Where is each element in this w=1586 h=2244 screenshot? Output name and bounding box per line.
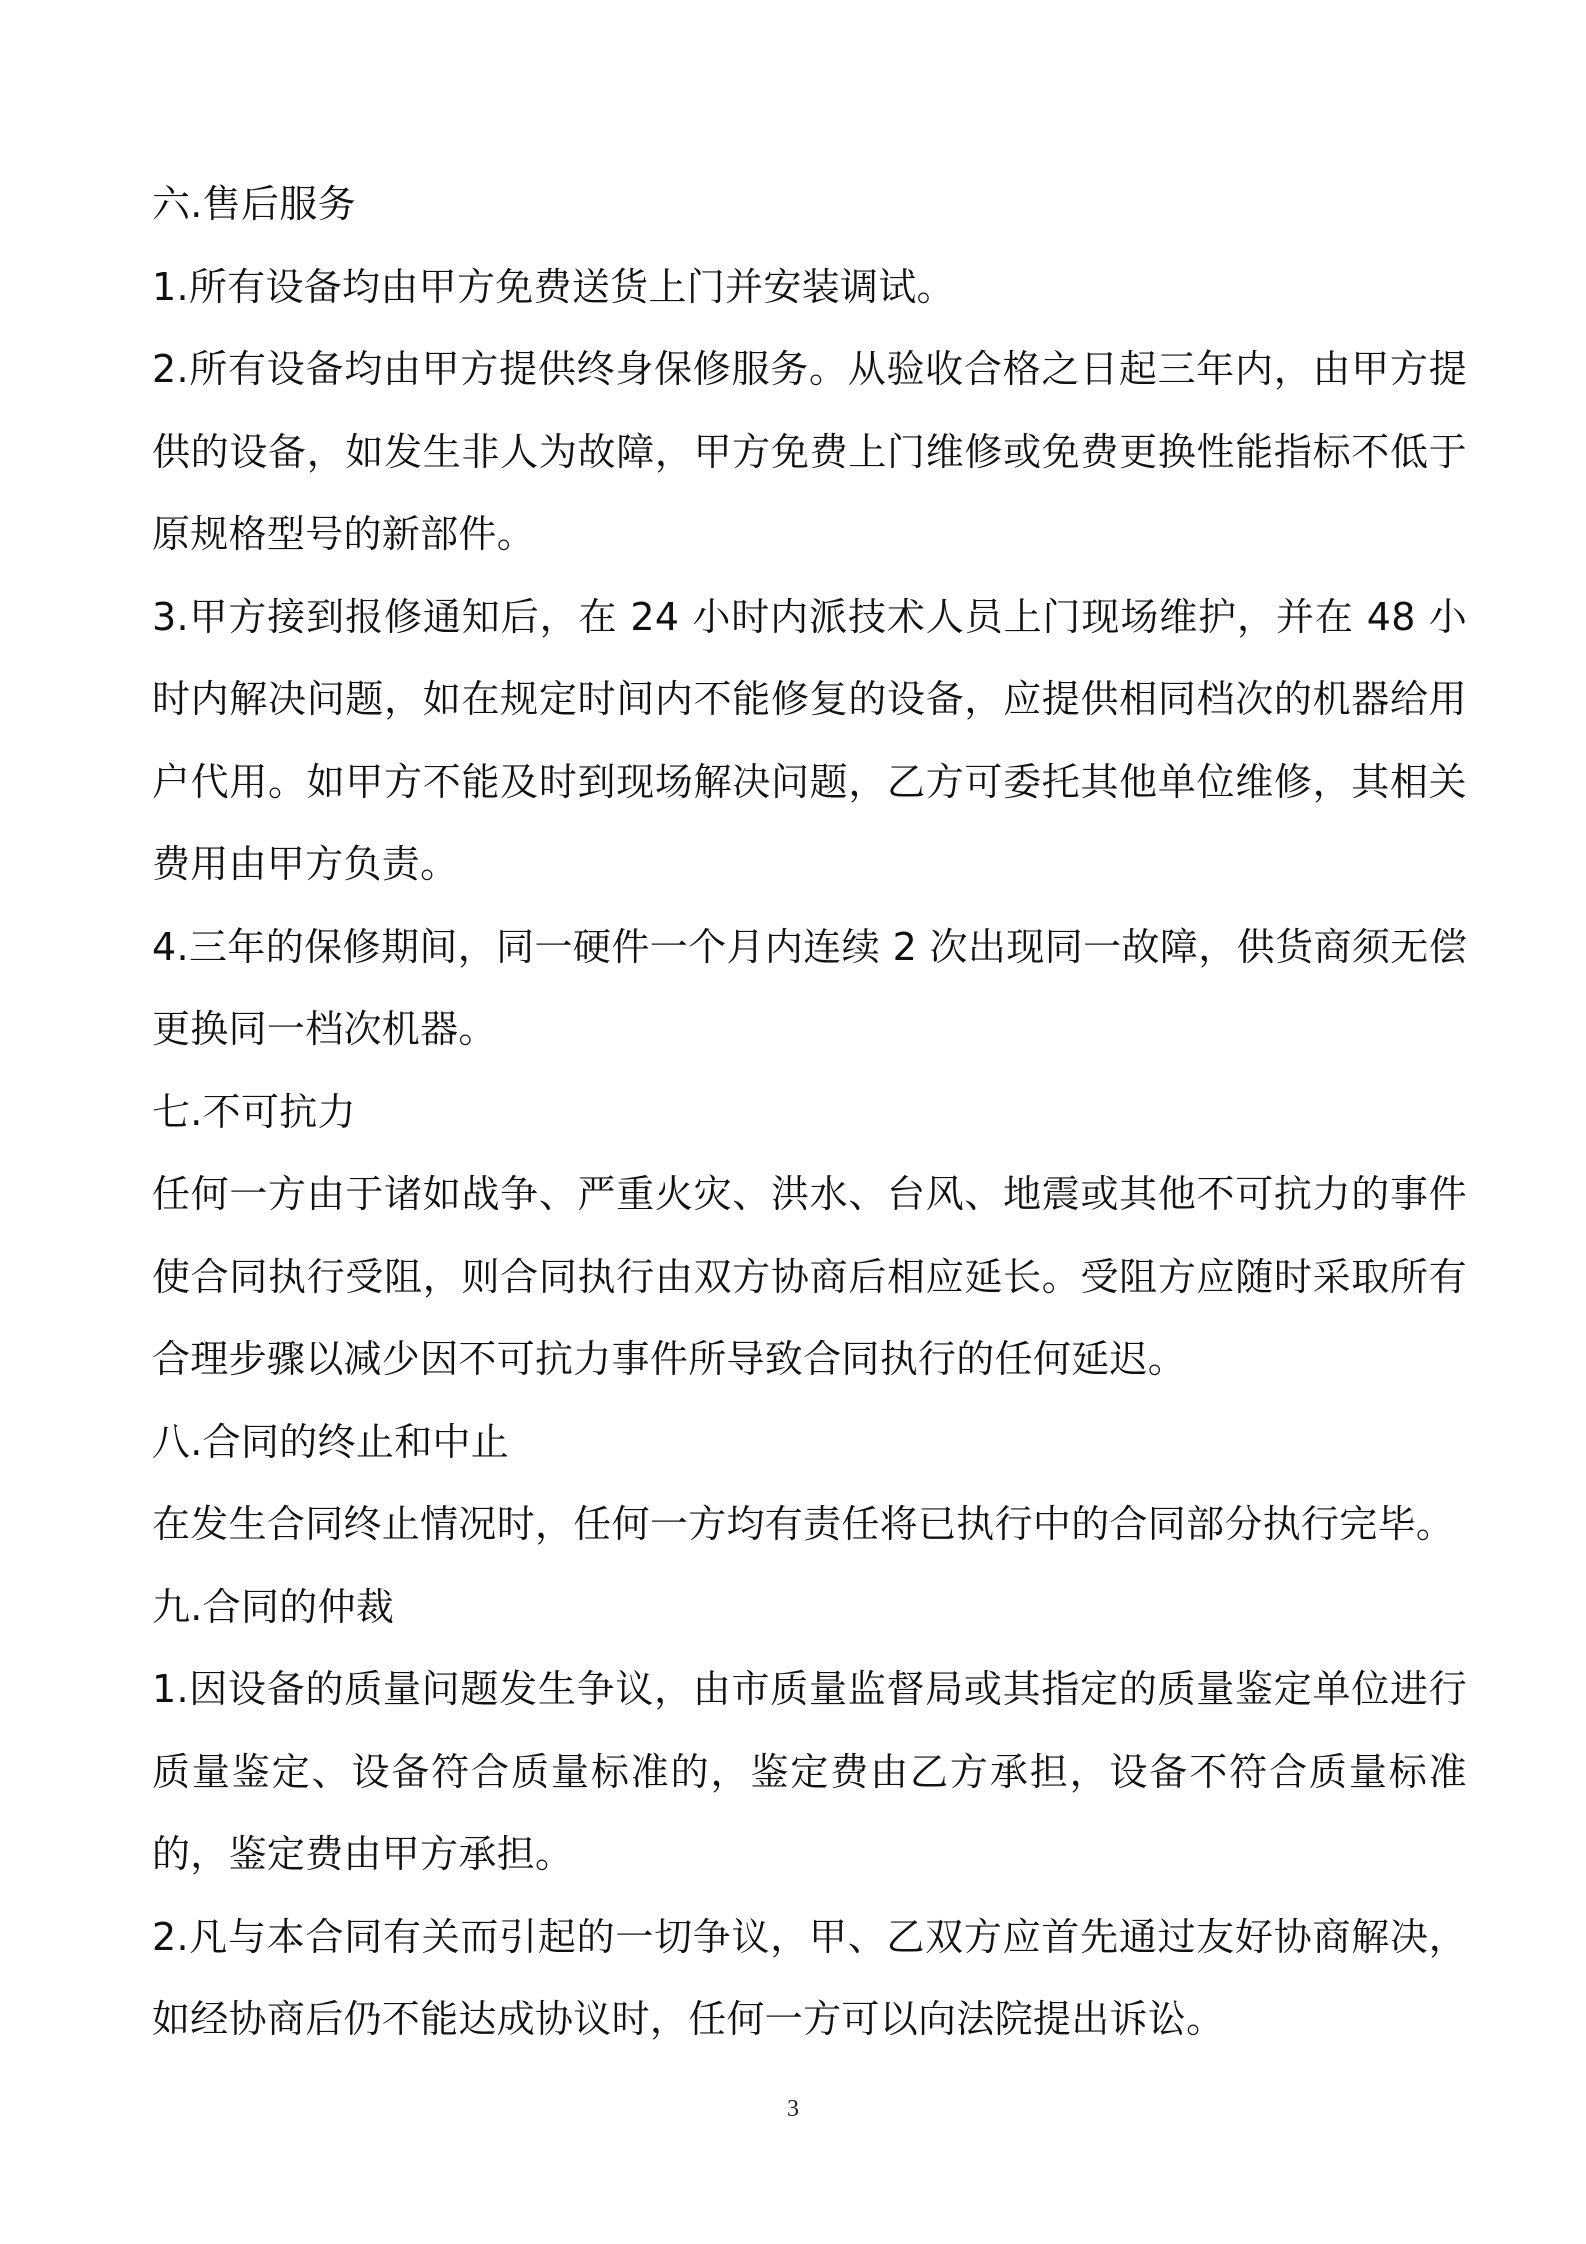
paragraph-after-sales-1: 1.所有设备均由甲方免费送货上门并安装调试。 bbox=[152, 264, 955, 309]
paragraph-after-sales-2: 2.所有设备均由甲方提供终身保修服务。从验收合格之日起三年内，由甲方提供的设备，如发生非人为故障，甲方免费上门维修或免费更换性能指标不低于原规格型号的新部件。 bbox=[152, 347, 1467, 556]
section-heading-arbitration: 九.合同的仲裁 bbox=[152, 1584, 395, 1629]
section-heading-force-majeure: 七.不可抗力 bbox=[152, 1089, 356, 1134]
paragraph-arbitration-1: 1.因设备的质量问题发生争议，由市质量监督局或其指定的质量鉴定单位进行质量鉴定、设备符合质量标准的，鉴定费由乙方承担，设备不符合质量标准的，鉴定费由甲方承担。 bbox=[152, 1667, 1467, 1876]
paragraph-termination: 在发生合同终止情况时，任何一方均有责任将已执行中的合同部分执行完毕。 bbox=[152, 1502, 1455, 1546]
section-heading-termination: 八.合同的终止和中止 bbox=[152, 1419, 510, 1464]
paragraph-arbitration-2: 2.凡与本合同有关而引起的一切争议，甲、乙双方应首先通过友好协商解决，如经协商后仍不能达成协议时，任何一方可以向法院提出诉讼。 bbox=[152, 1914, 1467, 2041]
paragraph-after-sales-3: 3.甲方接到报修通知后，在 24 小时内派技术人员上门现场维护，并在 48 小时内解决问题，如在规定时间内不能修复的设备，应提供相同档次的机器给用户代用。如甲方不能及时到现场解决问题，乙方可委托其他单位维修，其相关费用由甲方负责。 bbox=[152, 594, 1467, 886]
document-body bbox=[152, 163, 1467, 2061]
page-number: 3 bbox=[787, 2096, 799, 2122]
paragraph-after-sales-4: 4.三年的保修期间，同一硬件一个月内连续 2 次出现同一故障，供货商须无偿更换同一档次机器。 bbox=[152, 924, 1467, 1051]
paragraph-force-majeure: 任何一方由于诸如战争、严重火灾、洪水、台风、地震或其他不可抗力的事件使合同执行受阻，则合同执行由双方协商后相应延长。受阻方应随时采取所有合理步骤以减少因不可抗力事件所导致合同执行的任何延迟。 bbox=[152, 1172, 1467, 1381]
section-heading-after-sales: 六.售后服务 bbox=[152, 182, 356, 226]
